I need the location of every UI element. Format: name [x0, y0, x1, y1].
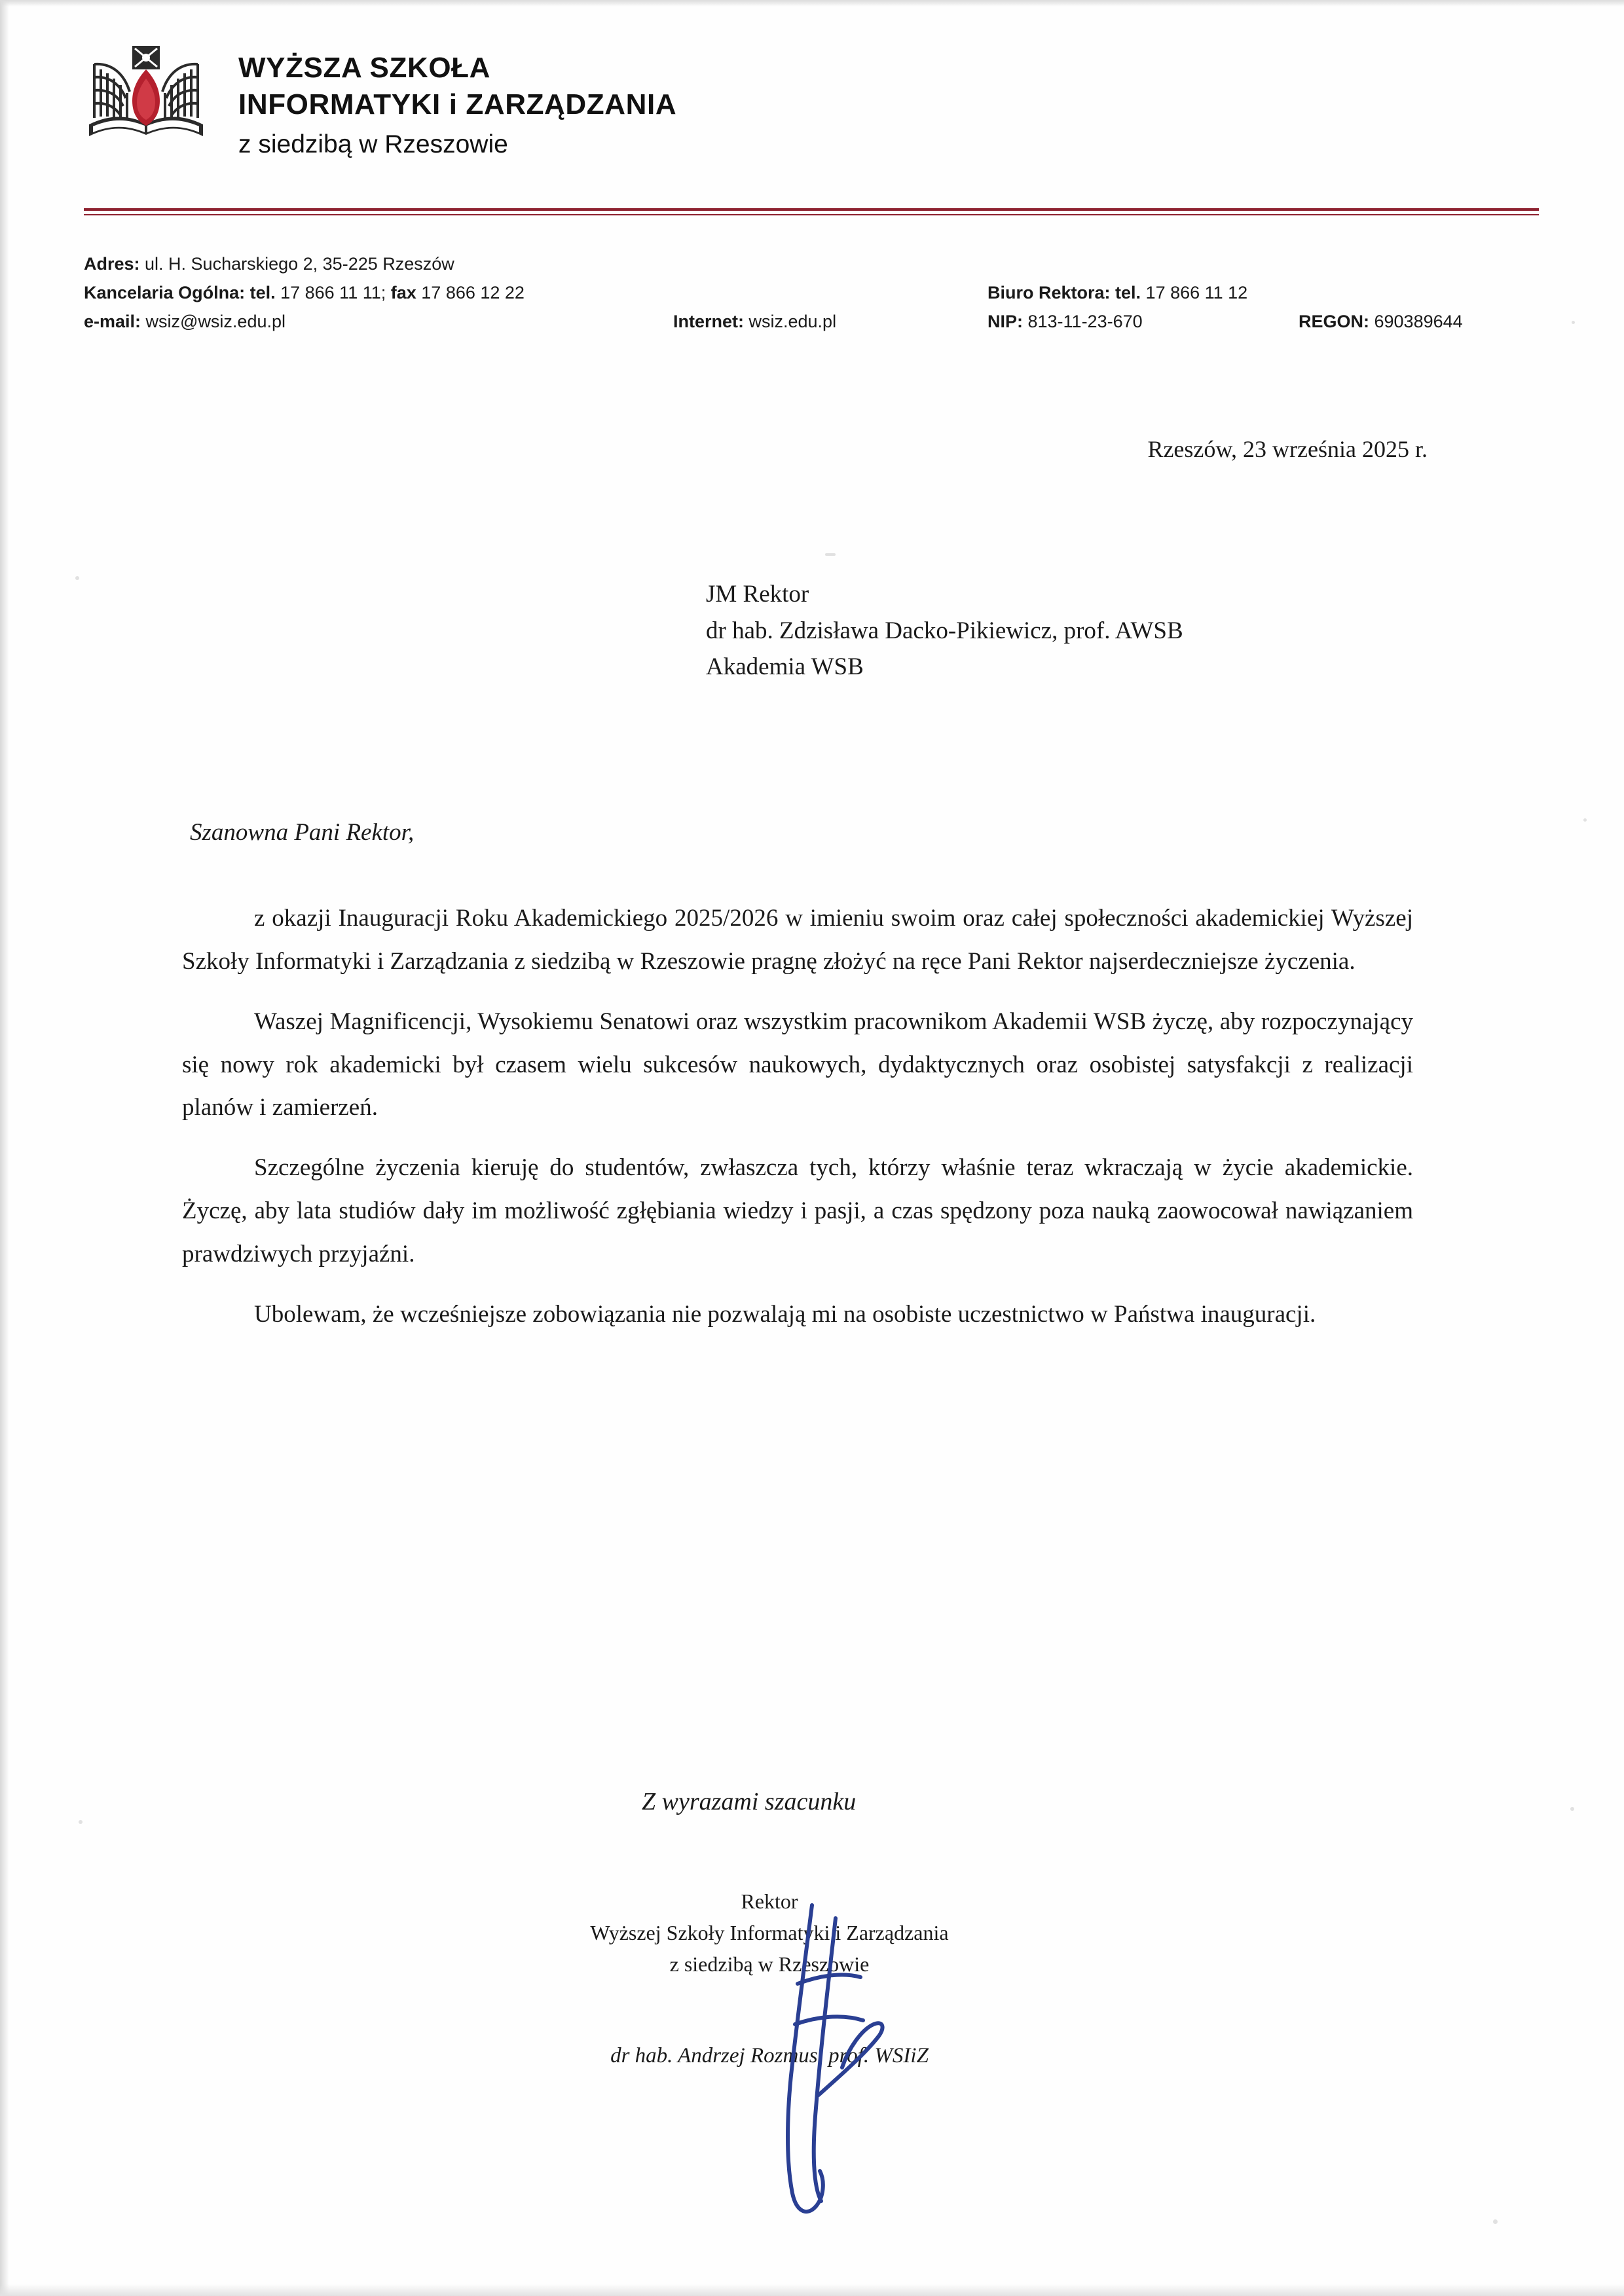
- nip-entry: [987, 308, 1143, 337]
- organization-name: [238, 41, 676, 162]
- email-value: wsiz@wsiz.edu.pl: [141, 312, 286, 331]
- internet-value: wsiz.edu.pl: [744, 312, 837, 331]
- rector-office-value: 17 866 11 12: [1141, 283, 1248, 302]
- scan-speck: [75, 576, 79, 580]
- office-phone-value: 17 866 11 11;: [275, 283, 391, 302]
- org-line-2: INFORMATYKI i ZARZĄDZANIA: [238, 88, 677, 121]
- org-line-3: z siedzibą w Rzeszowie: [238, 130, 508, 158]
- signature-block: [393, 1886, 1146, 2073]
- nip-value: 813-11-23-670: [1023, 312, 1143, 331]
- regon-label: REGON:: [1299, 312, 1369, 331]
- org-line-1: WYŻSZA SZKOŁA: [238, 52, 491, 84]
- signer-title: Rektor: [741, 1889, 798, 1913]
- closing-phrase: Z wyrazami szacunku: [642, 1788, 857, 1815]
- header-divider: [84, 208, 1539, 215]
- date-line: Rzeszów, 23 września 2025 r.: [1147, 436, 1428, 462]
- scan-speck: [1583, 818, 1587, 822]
- salutation: Szanowna Pani Rektor,: [190, 819, 415, 846]
- regon-value: 690389644: [1369, 312, 1463, 331]
- body-paragraph: z okazji Inauguracji Roku Akademickiego 2025/2026 w imieniu swoim oraz całej społeczności akademickiej Wyższej Szkoły Informatyki i Zarządzania z siedzibą w Rzeszowie pragnę złożyć na ręce Pani Rektor najserdeczniejsze życzenia.: [182, 905, 1413, 975]
- scan-edge-shadow-left: [0, 0, 9, 2296]
- contact-block: [84, 250, 1539, 337]
- email-label: e-mail:: [84, 312, 141, 331]
- body-paragraph: Waszej Magnificencji, Wysokiemu Senatowi oraz wszystkim pracownikom Akademii WSB życzę, aby rozpoczynający się nowy rok akademicki był czasem wielu sukcesów naukowych, dydaktycznych oraz osobistej satysfakcji z realizacji planów i zamierzeń.: [182, 1008, 1413, 1121]
- office-phone-entry: [84, 279, 525, 308]
- contact-row-email: [84, 308, 1539, 337]
- contact-row-address: [84, 250, 1539, 279]
- letterhead: [84, 41, 676, 165]
- scan-edge-shadow-bottom: [0, 2284, 1624, 2296]
- office-phone-label: Kancelaria Ogólna: tel.: [84, 283, 276, 302]
- signer-institution-line-2: z siedzibą w Rzeszowie: [669, 1952, 870, 1976]
- fax-label: fax: [390, 283, 416, 302]
- scan-speck: [1493, 2219, 1498, 2224]
- regon-entry: [1299, 308, 1463, 337]
- addressee-line-3: Akademia WSB: [706, 653, 864, 680]
- address-value: ul. H. Sucharskiego 2, 35-225 Rzeszów: [139, 254, 454, 274]
- nip-label: NIP:: [987, 312, 1023, 331]
- addressee-line-2: dr hab. Zdzisława Dacko-Pikiewicz, prof. AWSB: [706, 617, 1183, 644]
- rector-office-label: Biuro Rektora: tel.: [987, 283, 1141, 302]
- signer-institution-line-1: Wyższej Szkoły Informatyki i Zarządzania: [590, 1921, 949, 1944]
- scan-edge-shadow-top: [0, 0, 1624, 7]
- internet-entry[interactable]: [673, 308, 836, 337]
- fax-value: 17 866 12 22: [416, 283, 525, 302]
- scan-speck: [825, 553, 836, 556]
- internet-label: Internet:: [673, 312, 744, 331]
- body-paragraph: Ubolewam, że wcześniejsze zobowiązania nie pozwalają mi na osobiste uczestnictwo w Państwa inauguracji.: [254, 1300, 1316, 1328]
- rector-office-entry: [987, 279, 1247, 308]
- signer-name: dr hab. Andrzej Rozmus, prof. WSIiZ: [610, 2044, 929, 2068]
- address-entry: [84, 250, 454, 279]
- university-crest-icon: [84, 41, 208, 165]
- scan-speck: [1570, 1807, 1574, 1811]
- address-label: Adres:: [84, 254, 140, 274]
- letter-body: [182, 897, 1413, 1336]
- divider-thin-line: [84, 214, 1539, 215]
- addressee-block: [706, 576, 1183, 685]
- body-paragraph: Szczególne życzenia kieruję do studentów, zwłaszcza tych, którzy właśnie teraz wkraczają w życie akademickie. Życzę, aby lata studiów dały im możliwość zgłębiania wiedzy i pasji, a czas spędzony poza nauką zaowocował nawiązaniem prawdziwych przyjaźni.: [182, 1154, 1413, 1268]
- email-entry[interactable]: [84, 308, 286, 337]
- scan-speck: [1572, 321, 1575, 324]
- addressee-line-1: JM Rektor: [706, 581, 809, 608]
- scan-speck: [79, 1820, 83, 1824]
- contact-row-phones: [84, 279, 1539, 308]
